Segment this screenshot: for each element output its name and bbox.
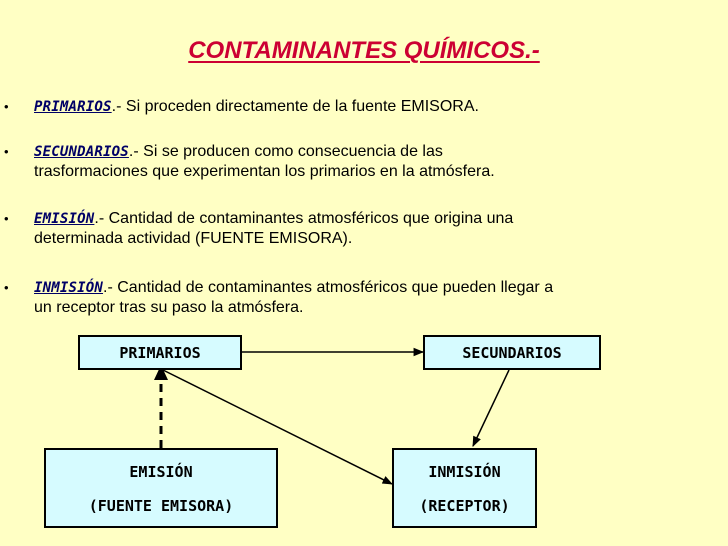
bullet-marker: • (4, 99, 9, 114)
term-emision: EMISIÓN (34, 211, 95, 227)
definition-inmision-text-line2: un receptor tras su paso la atmósfera. (34, 299, 304, 316)
bullet-marker: • (4, 211, 9, 226)
definition-inmision-text: .- Cantidad de contaminantes atmosféricos que pueden llegar a (103, 279, 554, 296)
definition-emision-text: .- Cantidad de contaminantes atmosféricos que origina una (94, 210, 514, 227)
definition-emision-text-line2: determinada actividad (FUENTE EMISORA). (34, 230, 353, 247)
box-inmision-label: INMISIÓN (428, 463, 501, 481)
bullet-marker: • (4, 280, 9, 295)
box-primarios (78, 335, 242, 370)
arrow-secundarios-to-inmision (473, 370, 509, 446)
bullet-marker: • (4, 144, 9, 159)
box-emision-sublabel: (FUENTE EMISORA) (88, 497, 234, 515)
definition-secundarios-text: .- Si se producen como consecuencia de las (128, 143, 443, 160)
definition-secundarios-text-line2: trasformaciones que experimentan los primarios en la atmósfera. (34, 163, 495, 180)
term-inmision: INMISIÓN (34, 280, 104, 296)
box-emision-label: EMISIÓN (129, 463, 193, 481)
box-secundarios (423, 335, 601, 370)
term-primarios: PRIMARIOS (34, 99, 112, 115)
box-inmision (392, 448, 537, 528)
box-primarios-label: PRIMARIOS (119, 343, 201, 362)
definition-primarios-text: .- Si proceden directamente de la fuente EMISORA. (111, 98, 479, 115)
box-emision (44, 448, 278, 528)
page-title: CONTAMINANTES QUÍMICOS.- (188, 37, 540, 64)
box-inmision-sublabel: (RECEPTOR) (419, 497, 510, 515)
box-secundarios-label: SECUNDARIOS (462, 343, 562, 362)
term-secundarios: SECUNDARIOS (34, 144, 129, 160)
